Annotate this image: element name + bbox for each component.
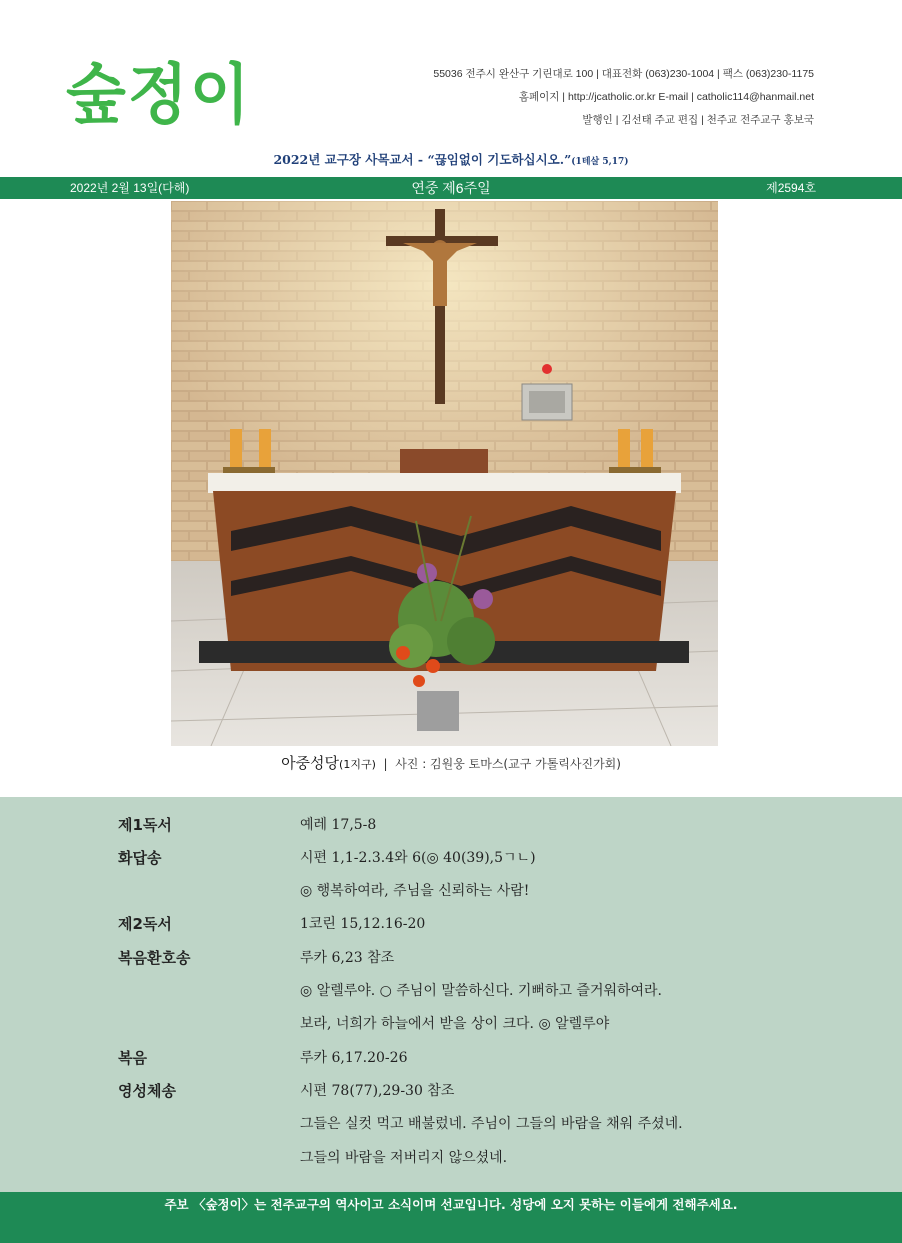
motto-text: 2022년 교구장 사목교서 - “끊임없이 기도하십시오.” — [273, 152, 572, 167]
reading-label: 복음 — [118, 1049, 147, 1067]
reading-row-psalm-response — [0, 880, 902, 913]
reading-text: ◎ 알렐루야. ○ 주님이 말씀하신다. 기뻐하고 즐거워하여라. — [300, 983, 663, 999]
reading-label: 제1독서 — [118, 816, 172, 834]
reading-label: 복음환호송 — [118, 949, 191, 967]
footer-band — [0, 1192, 902, 1243]
reading-text: 그들의 바람을 저버리지 않으셨네. — [300, 1150, 508, 1166]
reading-row-second — [0, 913, 902, 946]
reading-text: 예레 17,5-8 — [300, 817, 377, 833]
caption-separator: | — [383, 757, 388, 771]
web-line: 홈페이지 | http://jcatholic.or.kr E-mail | catholic114@hanmail.net — [518, 91, 814, 103]
footer-message: 주보 〈숲정이〉는 전주교구의 역사이고 소식이며 선교입니다. 성당에 오지 못하는 이들에게 전해주세요. — [164, 1197, 738, 1212]
reading-row-communion-text-2 — [0, 1147, 902, 1180]
reading-text: 시편 1,1-2.3.4와 6(◎ 40(39),5ㄱㄴ) — [300, 850, 536, 866]
reading-row-first — [0, 814, 902, 847]
reading-text: 루카 6,23 참조 — [300, 950, 395, 966]
reading-row-communion-text-1 — [0, 1113, 902, 1146]
readings-panel — [0, 797, 902, 1192]
reading-text: 시편 78(77),29-30 참조 — [300, 1083, 455, 1099]
pastoral-motto — [0, 150, 902, 168]
reading-text: 그들은 실컷 먹고 배불렀네. 주님이 그들의 바람을 채워 주셨네. — [300, 1116, 683, 1132]
reading-label: 제2독서 — [118, 915, 172, 933]
logo-text: 숲정이 — [66, 56, 252, 133]
reading-row-acclamation — [0, 947, 902, 980]
date-band — [0, 177, 902, 199]
district: (1지구) — [339, 758, 376, 771]
church-name-text: 아중성당 — [281, 754, 340, 772]
reading-row-communion — [0, 1080, 902, 1113]
reading-row-acclamation-text-1 — [0, 980, 902, 1013]
issue-number: 제2594호 — [766, 181, 816, 195]
reading-label: 화답송 — [118, 849, 162, 867]
reading-text: 보라, 너희가 하늘에서 받을 상이 크다. ◎ 알렐루야 — [300, 1016, 610, 1032]
reading-text: 1코린 15,12.16-20 — [300, 916, 426, 932]
publisher-line: 발행인 | 김선태 주교 편집 | 천주교 전주교구 홍보국 — [582, 114, 814, 126]
photo-credit: 사진 : 김원웅 토마스(교구 가톨릭사진가회) — [395, 757, 621, 771]
altar-illustration — [171, 201, 718, 746]
reading-text: ◎ 행복하여라, 주님을 신뢰하는 사람! — [300, 883, 530, 899]
reading-label: 영성체송 — [118, 1082, 176, 1100]
publisher-info — [433, 66, 814, 135]
church-name — [281, 754, 376, 772]
reading-row-psalm — [0, 847, 902, 880]
motto-ref: (1테살 5,17) — [571, 157, 629, 167]
sunday-title: 연중 제6주일 — [411, 180, 491, 196]
altar-photo — [171, 201, 718, 746]
logo — [66, 58, 286, 132]
reading-row-gospel — [0, 1047, 902, 1080]
issue-date: 2022년 2월 13일(다해) — [70, 181, 190, 195]
reading-text: 루카 6,17.20-26 — [300, 1050, 408, 1066]
reading-row-acclamation-text-2 — [0, 1013, 902, 1046]
address-line: 55036 전주시 완산구 기린대로 100 | 대표전화 (063)230-1004 | 팩스 (063)230-1175 — [433, 68, 814, 80]
photo-caption — [0, 752, 902, 773]
